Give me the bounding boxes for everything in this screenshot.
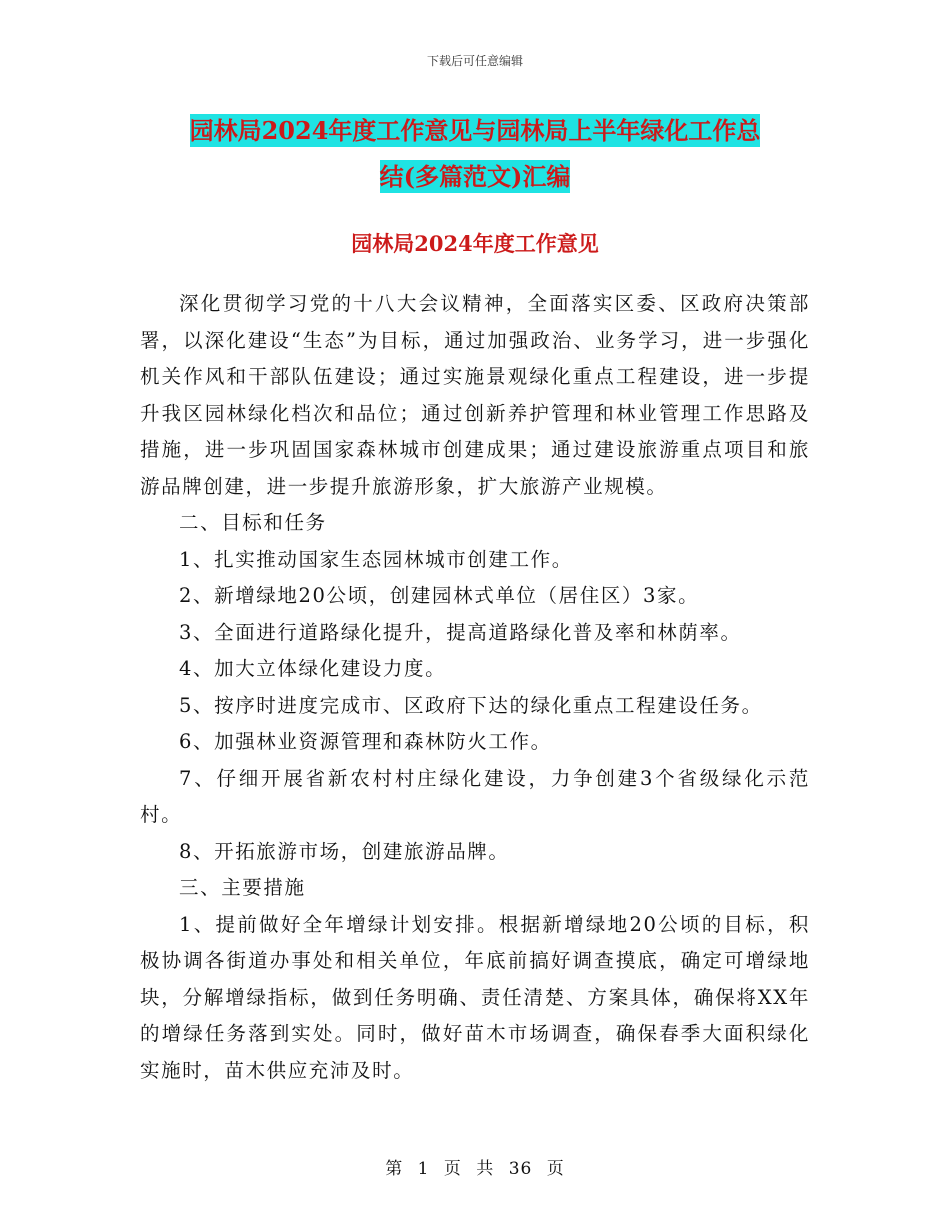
list-item: 8、开拓旅游市场，创建旅游品牌。: [179, 839, 510, 863]
list-item: 2、新增绿地20公顷，创建园林式单位（居住区）3家。: [179, 584, 700, 607]
heading-goals: 二、目标和任务: [179, 511, 327, 534]
paragraph-measure-1: 1、提前做好全年增绿计划安排。根据新增绿地20公顷的目标，积极协调各街道办事处和相关单位，年底前搞好调查摸底，确定可增绿地块，分解增绿指标，做到任务明确、责任清楚、方案具体，确保将XX年的增绿任务落到实处。同时，做好苗木市场调查，确保春季大面积绿化实施时，苗木供应充沛及时。: [140, 912, 810, 1082]
paragraph-intro: 深化贯彻学习党的十八大会议精神，全面落实区委、区政府决策部署，以深化建设“生态”为目标，通过加强政治、业务学习，进一步强化机关作风和干部队伍建设；通过实施景观绿化重点工程建设，进一步提升我区园林绿化档次和品位；通过创新养护管理和林业管理工作思路及措施，进一步巩固国家森林城市创建成果；通过建设旅游重点项目和旅游品牌创建，进一步提升旅游形象，扩大旅游产业规模。: [140, 292, 810, 498]
footer-suffix: 页: [546, 1159, 565, 1179]
footer-total-word: 共: [476, 1159, 495, 1179]
footer-prefix: 第: [385, 1159, 404, 1179]
title-line-1: 园林局2024年度工作意见与园林局上半年绿化工作总: [189, 116, 761, 145]
section-title: 园林局2024年度工作意见: [351, 231, 599, 256]
title-line-2: 结(多篇范文)汇编: [379, 162, 571, 191]
list-item: 6、加强林业资源管理和森林防火工作。: [179, 730, 552, 753]
heading-measures: 三、主要措施: [179, 876, 306, 899]
list-item: 4、加大立体绿化建设力度。: [179, 657, 447, 680]
list-item: 1、扎实推动国家生态园林城市创建工作。: [179, 547, 573, 571]
footer-total-pages: 36: [508, 1159, 533, 1179]
page-footer: [0, 1154, 950, 1179]
header-note: 下载后可任意编辑: [426, 54, 523, 68]
footer-page-word: 页: [443, 1159, 462, 1179]
list-item: 5、按序时进度完成市、区政府下达的绿化重点工程建设任务。: [179, 693, 763, 717]
list-item: 7、仔细开展省新农村村庄绿化建设，力争创建3个省级绿化示范村。: [140, 766, 810, 826]
document-title: [140, 108, 810, 200]
list-item: 3、全面进行道路绿化提升，提高道路绿化普及率和林荫率。: [179, 620, 742, 644]
document-body: [140, 286, 810, 1089]
footer-page-number: 1: [417, 1159, 430, 1179]
